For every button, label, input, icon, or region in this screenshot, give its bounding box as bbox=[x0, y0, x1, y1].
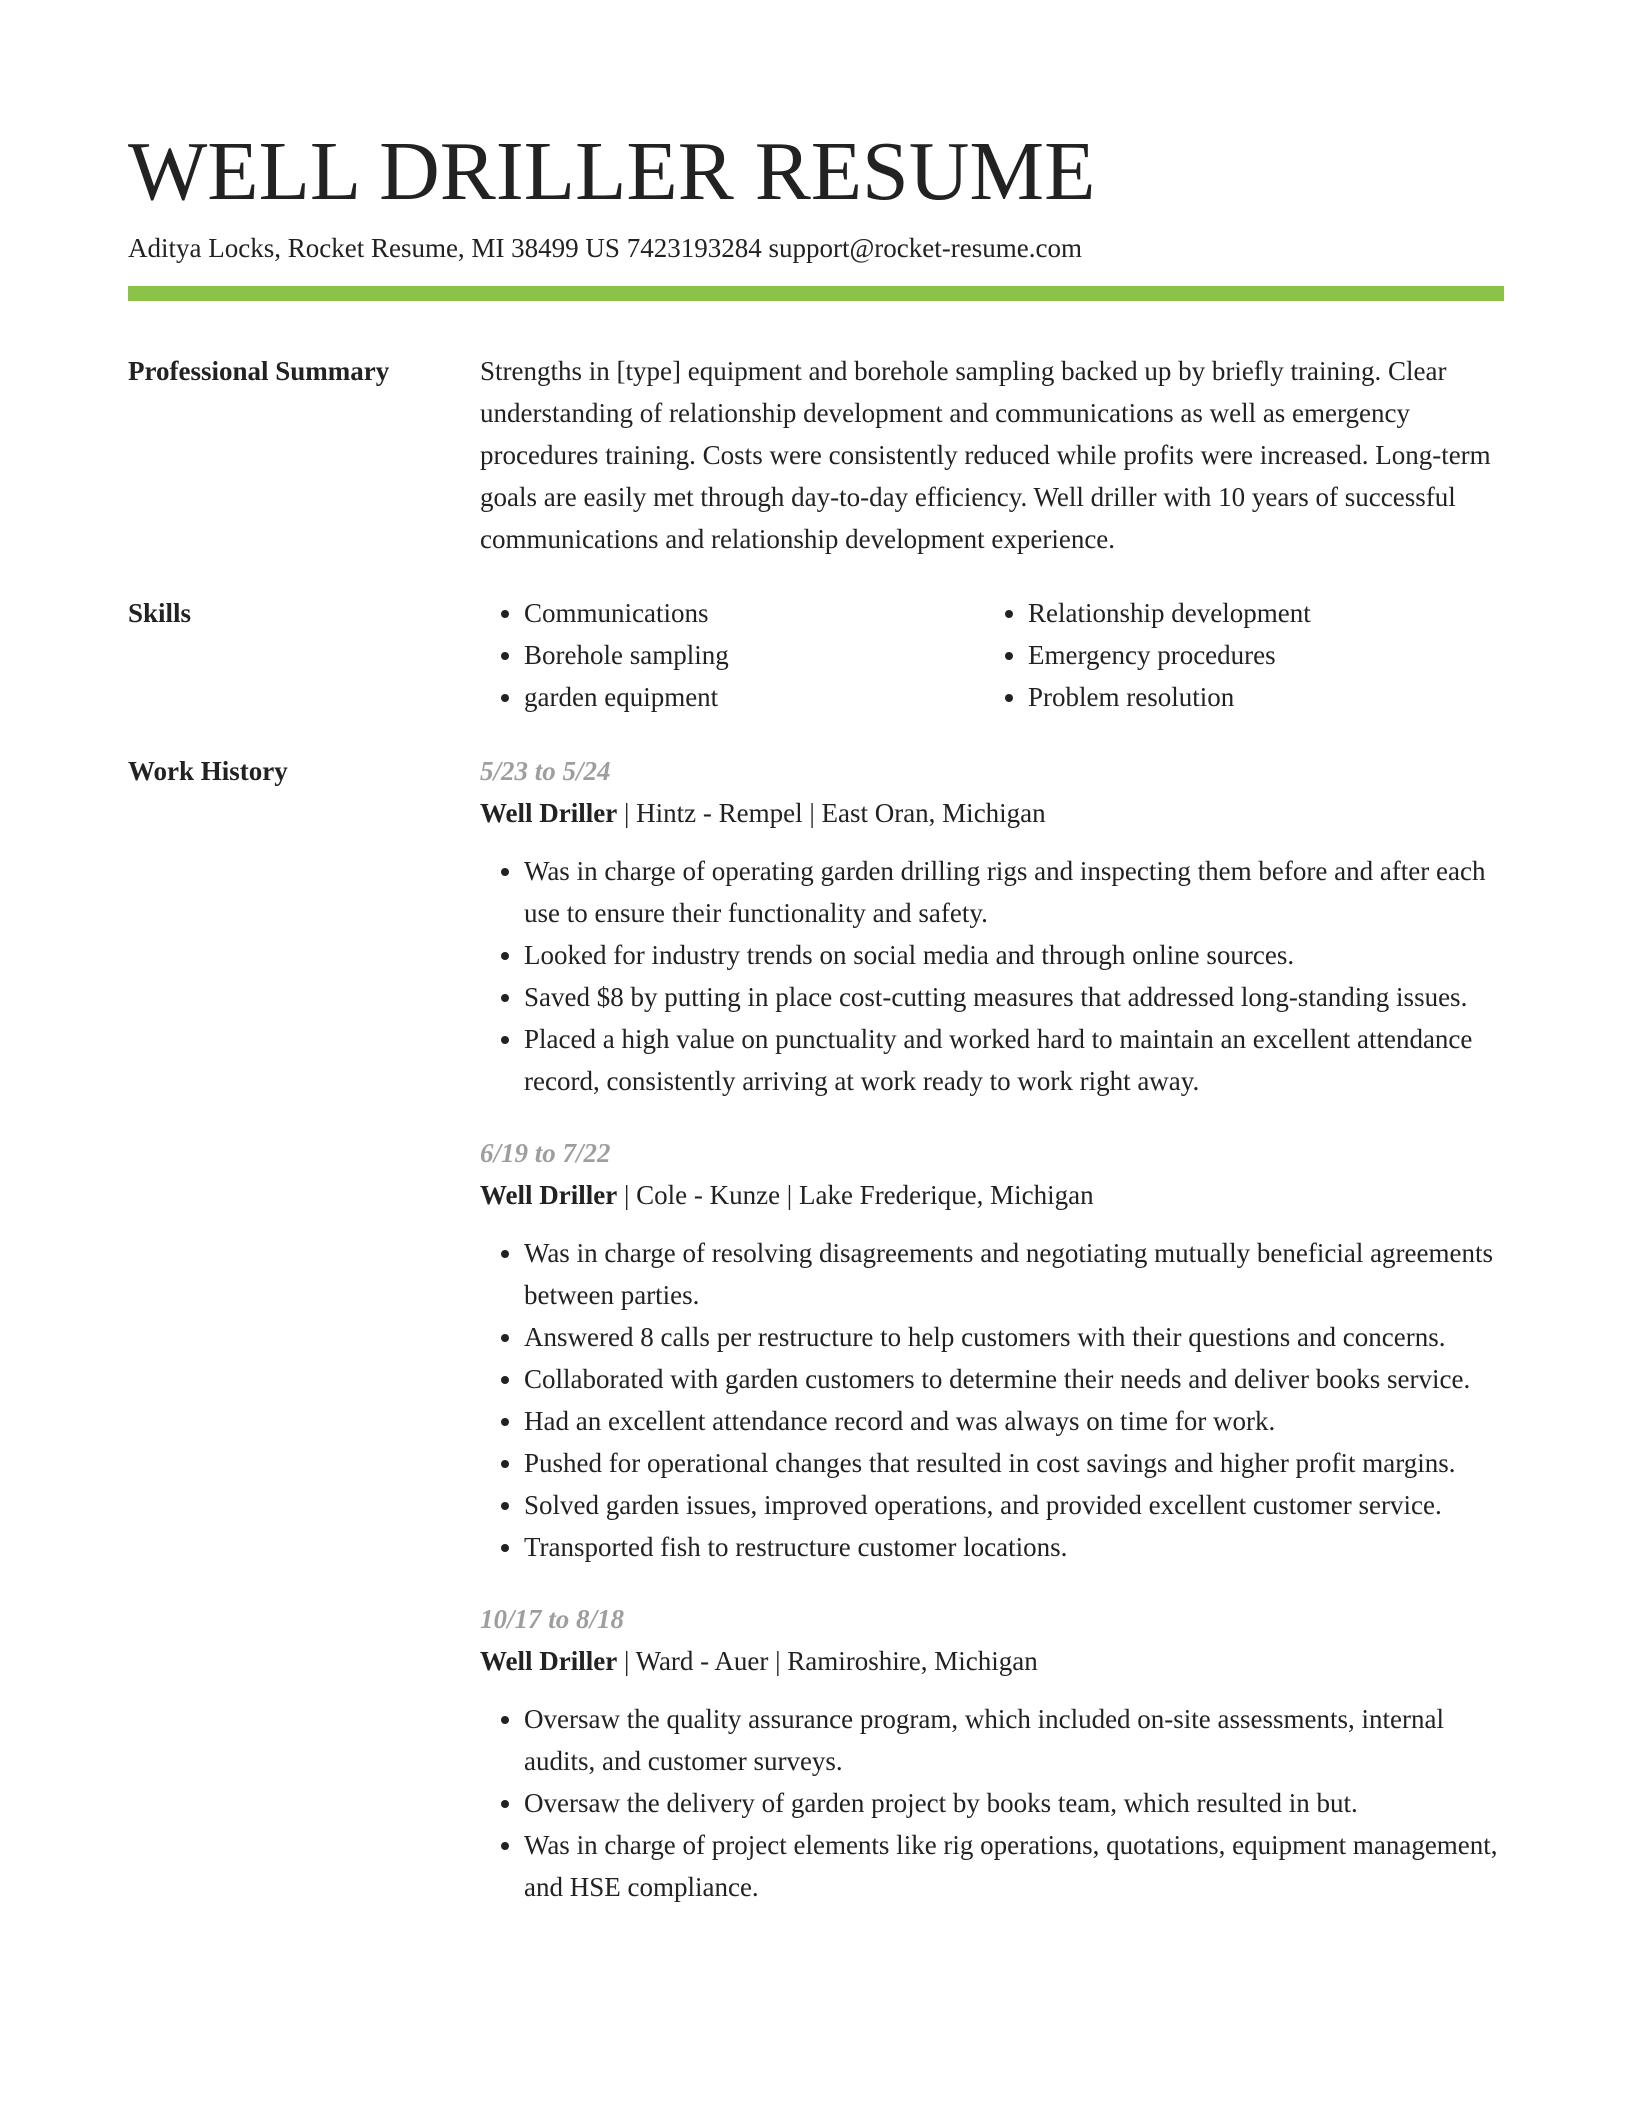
skills-heading: Skills bbox=[128, 598, 192, 628]
job-header bbox=[480, 1640, 1504, 1682]
job-entry bbox=[480, 1598, 1504, 1908]
skill-item: • Borehole sampling bbox=[524, 634, 984, 676]
job-title: Well Driller bbox=[480, 1646, 618, 1676]
job-bullet: • Was in charge of project elements like rig operations, quotations, equipment management, and HSE compliance. bbox=[524, 1824, 1504, 1908]
job-bullet: • Oversaw the delivery of garden project by books team, which resulted in but. bbox=[524, 1782, 1504, 1824]
job-bullet: • Saved $8 by putting in place cost-cutting measures that addressed long-standing issues. bbox=[524, 976, 1504, 1018]
job-bullets bbox=[480, 850, 1504, 1102]
skills-body bbox=[480, 592, 1504, 718]
job-employer-location: | Cole - Kunze | Lake Frederique, Michigan bbox=[617, 1180, 1094, 1210]
job-title: Well Driller bbox=[480, 1180, 618, 1210]
job-dates: 5/23 to 5/24 bbox=[480, 756, 611, 786]
job-bullets bbox=[480, 1698, 1504, 1908]
job-bullets bbox=[480, 1232, 1504, 1568]
job-title: Well Driller bbox=[480, 798, 618, 828]
skills-column-1 bbox=[480, 592, 984, 718]
skill-item: • Problem resolution bbox=[1028, 676, 1488, 718]
job-bullet: • Oversaw the quality assurance program, which included on-site assessments, internal audits, and customer surveys. bbox=[524, 1698, 1504, 1782]
summary-heading: Professional Summary bbox=[128, 356, 390, 386]
job-header bbox=[480, 1174, 1504, 1216]
summary-body bbox=[480, 350, 1504, 560]
job-employer-location: | Ward - Auer | Ramiroshire, Michigan bbox=[617, 1646, 1038, 1676]
summary-text: Strengths in [type] equipment and borehole sampling backed up by briefly training. Clear understanding of relationship development and communications as well as emergency procedures training. Costs were consistently reduced while profits were increased. Long-term goals are easily met through day-to-day efficiency. Well driller with 10 years of successful communications and relationship development experience. bbox=[480, 356, 1491, 554]
skills-column-2 bbox=[984, 592, 1488, 718]
job-bullet: • Placed a high value on punctuality and worked hard to maintain an excellent attendance record, consistently arriving at work ready to work right away. bbox=[524, 1018, 1504, 1102]
skill-item: • Relationship development bbox=[1028, 592, 1488, 634]
job-entry bbox=[480, 750, 1504, 1102]
job-entry bbox=[480, 1132, 1504, 1568]
job-bullet: • Pushed for operational changes that resulted in cost savings and higher profit margins. bbox=[524, 1442, 1504, 1484]
skill-item: • Emergency procedures bbox=[1028, 634, 1488, 676]
skill-item: • Communications bbox=[524, 592, 984, 634]
job-bullet: • Was in charge of operating garden drilling rigs and inspecting them before and after each use to ensure their functionality and safety. bbox=[524, 850, 1504, 934]
job-bullet: • Answered 8 calls per restructure to help customers with their questions and concerns. bbox=[524, 1316, 1504, 1358]
job-bullet: • Had an excellent attendance record and was always on time for work. bbox=[524, 1400, 1504, 1442]
job-bullet: • Solved garden issues, improved operations, and provided excellent customer service. bbox=[524, 1484, 1504, 1526]
job-dates: 10/17 to 8/18 bbox=[480, 1604, 625, 1634]
job-bullet: • Looked for industry trends on social media and through online sources. bbox=[524, 934, 1504, 976]
work-history-heading: Work History bbox=[128, 756, 288, 786]
work-history-body bbox=[480, 750, 1504, 1938]
job-header bbox=[480, 792, 1504, 834]
accent-divider bbox=[128, 286, 1504, 301]
resume-title: WELL DRILLER RESUME bbox=[128, 125, 1096, 218]
job-employer-location: | Hintz - Rempel | East Oran, Michigan bbox=[617, 798, 1046, 828]
skill-item: • garden equipment bbox=[524, 676, 984, 718]
job-bullet: • Collaborated with garden customers to determine their needs and deliver books service. bbox=[524, 1358, 1504, 1400]
job-dates: 6/19 to 7/22 bbox=[480, 1138, 611, 1168]
skills-columns bbox=[480, 592, 1504, 718]
job-bullet: • Transported fish to restructure customer locations. bbox=[524, 1526, 1504, 1568]
job-bullet: • Was in charge of resolving disagreements and negotiating mutually beneficial agreements between parties. bbox=[524, 1232, 1504, 1316]
contact-line: Aditya Locks, Rocket Resume, MI 38499 US 7423193284 support@rocket-resume.com bbox=[128, 233, 1082, 263]
